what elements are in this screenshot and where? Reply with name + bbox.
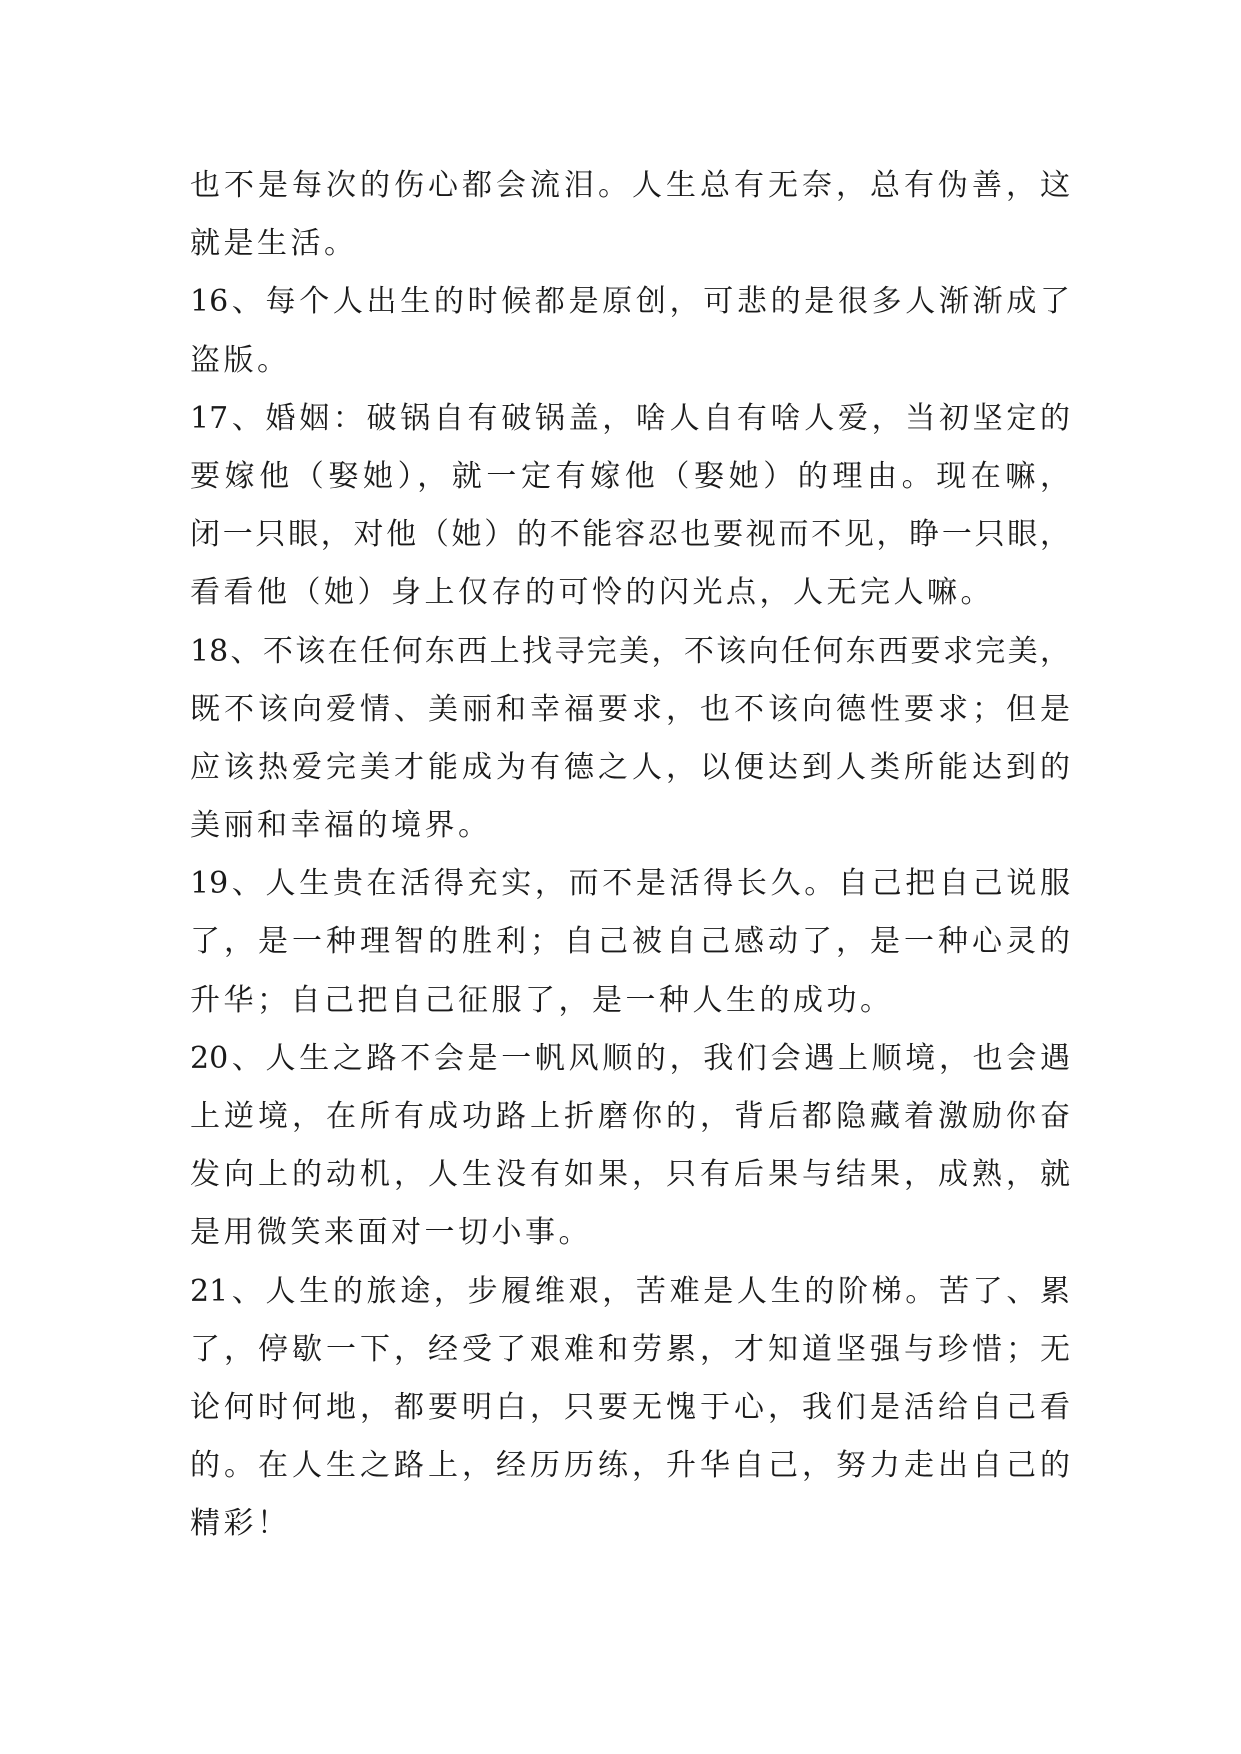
text-line: 19、人生贵在活得充实，而不是活得长久。自己把自己说服 <box>190 866 1070 902</box>
text-line: 精彩！ <box>190 1506 291 1542</box>
text-line: 就是生活。 <box>190 226 358 262</box>
text-line: 要嫁他（娶她），就一定有嫁他（娶她）的理由。现在嘛， <box>190 458 1070 494</box>
text-line: 闭一只眼，对他（她）的不能容忍也要视而不见，睁一只眼， <box>190 517 1070 553</box>
text-line: 应该热爱完美才能成为有德之人，以便达到人类所能达到的 <box>190 749 1070 785</box>
text-line: 美丽和幸福的境界。 <box>190 808 492 844</box>
text-line: 16、每个人出生的时候都是原创，可悲的是很多人渐渐成了 <box>190 284 1070 320</box>
body-text <box>190 157 1070 1554</box>
text-line: 了，是一种理智的胜利；自己被自己感动了，是一种心灵的 <box>190 924 1070 960</box>
text-line: 20、人生之路不会是一帆风顺的，我们会遇上顺境，也会遇 <box>190 1040 1070 1076</box>
text-line: 既不该向爱情、美丽和幸福要求，也不该向德性要求；但是 <box>190 691 1070 727</box>
text-line: 盗版。 <box>190 342 291 378</box>
text-line: 升华；自己把自己征服了，是一种人生的成功。 <box>190 982 894 1018</box>
text-line: 上逆境，在所有成功路上折磨你的，背后都隐藏着激励你奋 <box>190 1099 1070 1134</box>
text-line: 论何时何地，都要明白，只要无愧于心，我们是活给自己看 <box>190 1389 1070 1425</box>
text-line: 也不是每次的伤心都会流泪。人生总有无奈，总有伪善，这 <box>190 168 1070 203</box>
text-line: 17、婚姻：破锅自有破锅盖，啥人自有啥人爱，当初坚定的 <box>190 400 1070 436</box>
text-line: 发向上的动机，人生没有如果，只有后果与结果，成熟，就 <box>190 1157 1070 1193</box>
text-line: 是用微笑来面对一切小事。 <box>190 1215 592 1251</box>
text-line: 18、不该在任何东西上找寻完美，不该向任何东西要求完美， <box>190 633 1070 669</box>
text-line: 看看他（她）身上仅存的可怜的闪光点，人无完人嘛。 <box>190 575 994 611</box>
text-line: 了，停歇一下，经受了艰难和劳累，才知道坚强与珍惜；无 <box>190 1331 1070 1367</box>
text-line: 21、人生的旅途，步履维艰，苦难是人生的阶梯。苦了、累 <box>190 1273 1070 1309</box>
text-line: 的。在人生之路上，经历历练，升华自己，努力走出自己的 <box>190 1448 1070 1484</box>
